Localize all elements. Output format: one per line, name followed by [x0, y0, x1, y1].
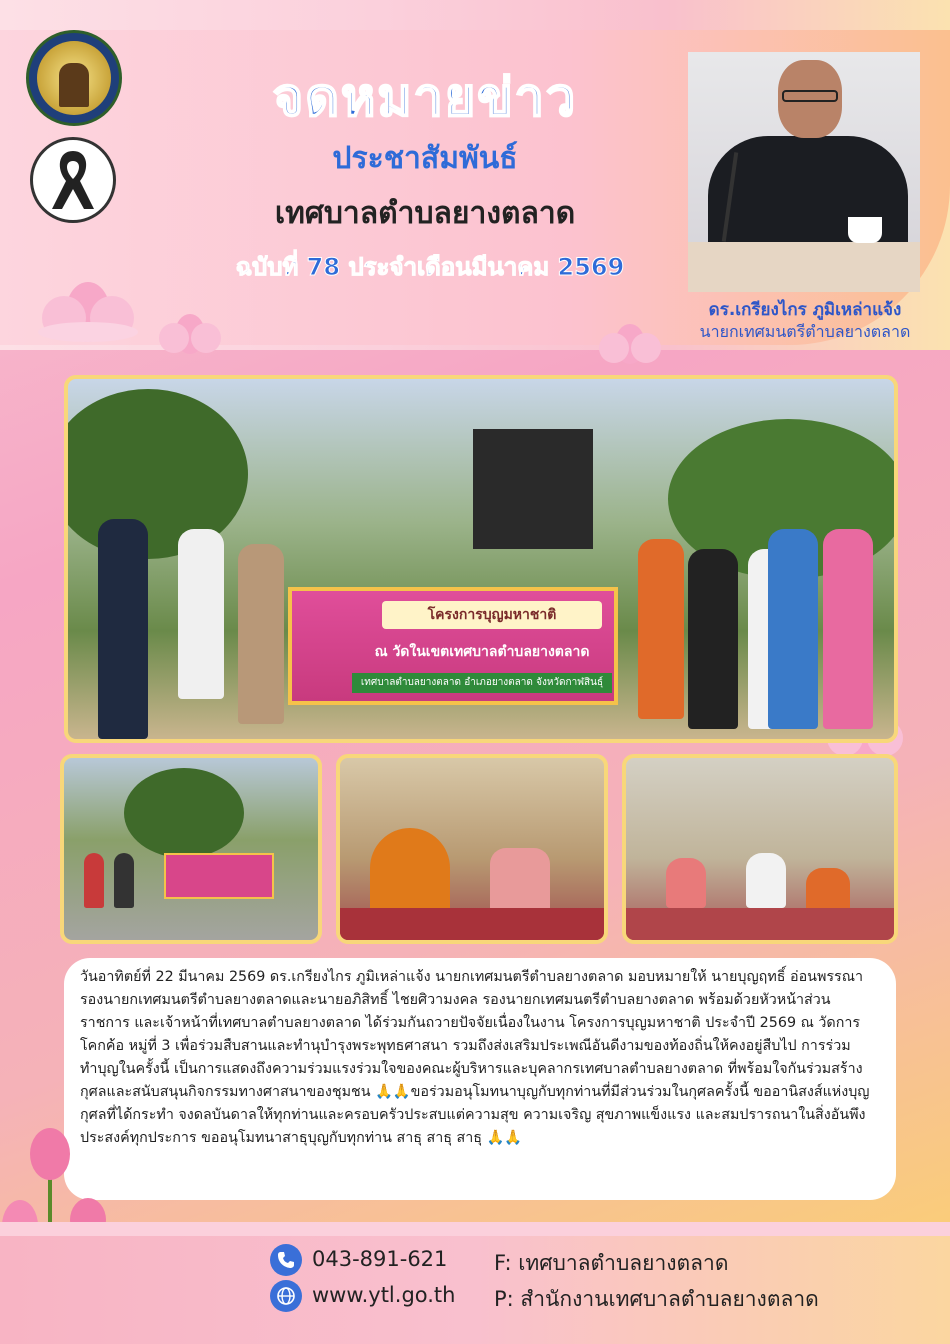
photo-person — [768, 529, 818, 729]
photo-person — [114, 853, 134, 908]
carpet — [340, 908, 608, 944]
seal-emblem — [37, 41, 111, 115]
portrait-desk — [688, 242, 920, 292]
article-box — [64, 958, 896, 1200]
procession-photo — [60, 754, 322, 944]
mayor-name: ดร.เกรียงไกร ภูมิเหล่าแจ้ง — [708, 300, 902, 320]
photo-speaker-stack — [473, 429, 593, 549]
banner-footer: เทศบาลตำบลยางตลาด อำเภอยางตลาด จังหวัดกาฬสินธุ์ — [352, 673, 612, 693]
photo-person — [746, 853, 786, 908]
monk-offering-photo — [336, 754, 608, 944]
lotus-icon — [590, 310, 670, 366]
photo-person — [178, 529, 224, 699]
issue-label: ฉบับที่ 78 ประจำเดือนมีนาคม 2569 — [235, 253, 625, 281]
website-link[interactable]: www.ytl.go.th — [312, 1283, 456, 1307]
photo-person — [688, 549, 738, 729]
ceremony-hall-photo — [622, 754, 898, 944]
lotus-icon — [150, 300, 230, 356]
phone-number[interactable]: 043-891-621 — [312, 1247, 448, 1271]
monk-figure — [370, 828, 450, 918]
black-ribbon-icon — [48, 147, 98, 213]
photo-person — [666, 858, 706, 908]
banner-subtitle: ณ วัดในเขตเทศบาลตำบลยางตลาด — [374, 644, 590, 660]
photo-tree — [124, 768, 244, 858]
carpet — [626, 908, 898, 944]
photo-person — [638, 539, 684, 719]
photo-person — [238, 544, 284, 724]
portrait-glasses — [782, 90, 838, 102]
mayor-position: นายกเทศมนตรีตำบลยางตลาด — [699, 322, 911, 341]
newsletter-subtitle: ประชาสัมพันธ์ — [332, 141, 518, 176]
mourning-ribbon — [30, 137, 116, 223]
footer — [0, 1222, 950, 1344]
article-body: วันอาทิตย์ที่ 22 มีนาคม 2569 ดร.เกรียงไกร ภูมิเหล่าแจ้ง นายกเทศมนตรีตำบลยางตลาด มอบหมายให้ นายบุญฤทธิ์ อ่อนพรรณา รองนายกเทศมนตรีตำบลยางตลาดและนายอภิสิทธิ์ ไชยศิวามงคล รองนายกเทศมนตรีตำบลยางตลาด พร้อมด้วยหัวหน้าส่วนราชการ และเจ้าหน้าที่เทศบาลตำบลยางตลาด ได้ร่วมกันถวายปัจจัยเนื่องในงาน โครงการบุญมหาชาติ ประจำปี 2569 ณ วัดการโคกค้อ หมู่ที่ 3 เพื่อร่วมสืบสานและทำนุบำรุงพระพุทธศาสนา รวมถึงส่งเสริมประเพณีอันดีงามของท้องถิ่นให้คงอยู่สืบไป การร่วมทำบุญในครั้งนี้ เป็นการแสดงถึงความร่วมแรงร่วมใจของคณะผู้บริหารและบุคลากรเทศบาลตำบลยางตลาด ที่พร้อมใจกันร่วมสร้างกุศลและสนับสนุนกิจกรรมทางศาสนาของชุมชน 🙏🙏ขอร่วมอนุโมทนาบุญกับทุกท่านที่มีส่วนร่วมในกุศลครั้งนี้ ขออานิสงส์แห่งบุญกุศลที่ได้กระทำ จงดลบันดาลให้ทุกท่านและครอบครัวประสบแต่ความสุข ความเจริญ สุขภาพแข็งแรง และสมปรารถนาในสิ่งอันพึงประสงค์ทุกประการ ขออนุโมทนาสาธุบุญกับทุกท่าน สาธุ สาธุ สาธุ 🙏🙏 — [80, 969, 870, 1146]
globe-icon — [270, 1280, 302, 1312]
lotus-icon — [28, 262, 148, 342]
tree-icon — [59, 63, 89, 107]
mayor-portrait — [688, 52, 920, 292]
page-label: P: สำนักงานเทศบาลตำบลยางตลาด — [494, 1287, 819, 1311]
event-banner — [288, 587, 618, 705]
photo-person — [98, 519, 148, 739]
procession-banner — [164, 853, 274, 899]
phone-icon — [270, 1244, 302, 1276]
footer-strip — [0, 1222, 950, 1236]
organization-name: เทศบาลตำบลยางตลาด — [274, 196, 576, 231]
main-event-photo — [64, 375, 898, 743]
newsletter-title: จดหมายข่าว — [272, 68, 578, 128]
cup-icon — [848, 217, 882, 243]
photo-person — [823, 529, 873, 729]
photo-tree — [64, 389, 248, 559]
banner-title: โครงการบุญมหาชาติ — [382, 601, 602, 629]
facebook-label: F: เทศบาลตำบลยางตลาด — [494, 1251, 729, 1275]
municipality-seal — [26, 30, 122, 126]
photo-person — [84, 853, 104, 908]
